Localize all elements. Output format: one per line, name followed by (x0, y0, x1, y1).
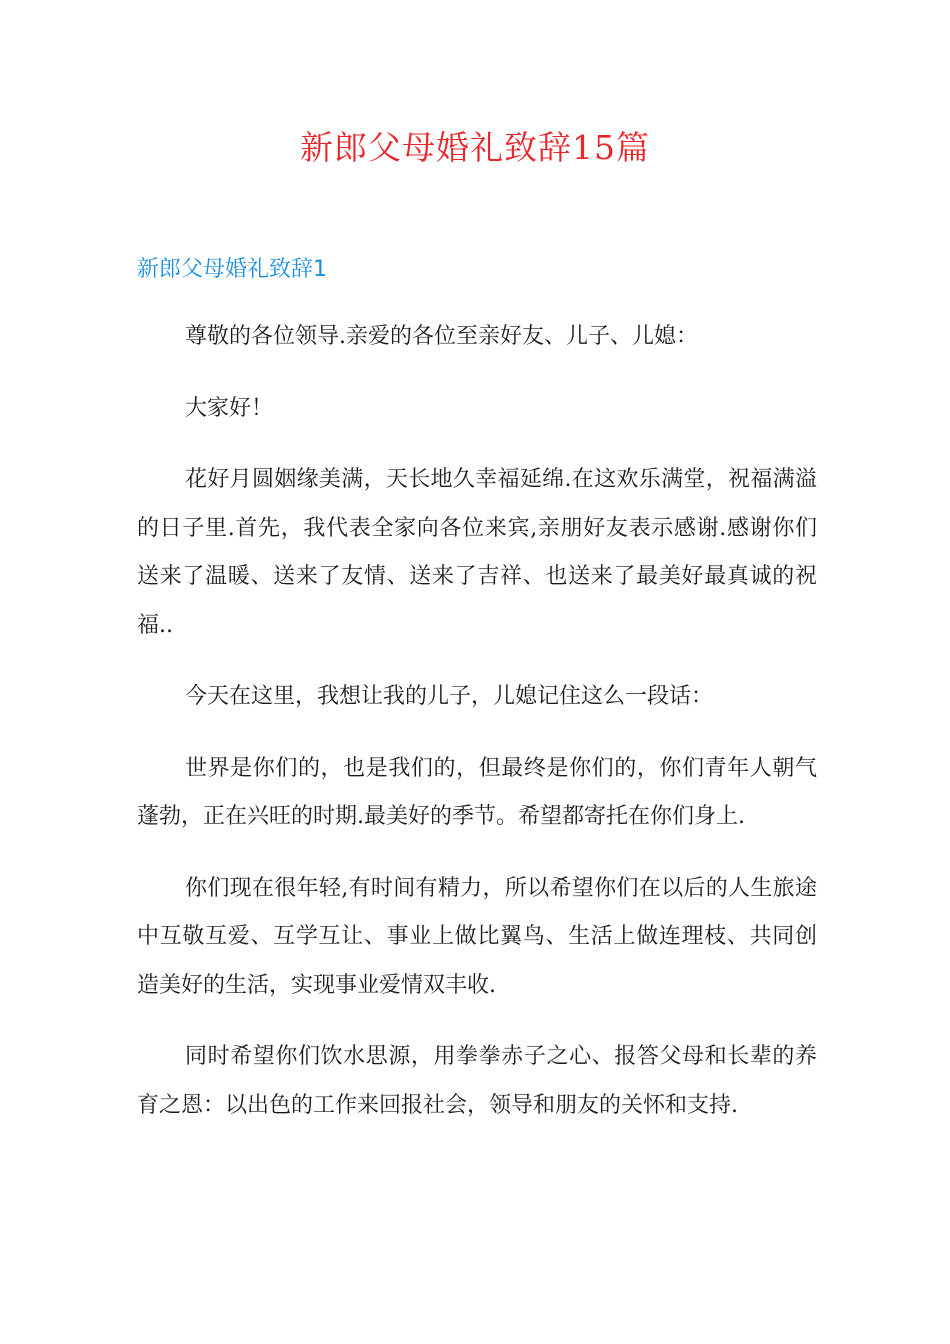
paragraph-thanks: 花好月圆姻缘美满，天长地久幸福延绵.在这欢乐满堂，祝福满溢的日子里.首先，我代表全家向各位来宾,亲朋好友表示感谢.感谢你们送来了温暖、送来了友情、送来了吉祥、也送来了最美好最真诚的祝福.. (137, 467, 817, 638)
paragraph-intro: 今天在这里，我想让我的儿子，儿媳记住这么一段话： (185, 684, 714, 709)
paragraph-gratitude: 同时希望你们饮水思源，用拳拳赤子之心、报答父母和长辈的养育之恩：以出色的工作来回报社会，领导和朋友的关怀和支持. (137, 1044, 817, 1118)
paragraph-salutation: 尊敬的各位领导.亲爱的各位至亲好友、儿子、儿媳： (185, 324, 698, 349)
section-heading: 新郎父母婚礼致辞1 (137, 257, 327, 282)
paragraph-greeting: 大家好！ (185, 395, 274, 421)
paragraph-world: 世界是你们的，也是我们的，但最终是你们的，你们青年人朝气蓬勃，正在兴旺的时期.最美好的季节。希望都寄托在你们身上. (137, 755, 817, 829)
document-title: 新郎父母婚礼致辞15篇 (300, 128, 650, 167)
paragraph-young: 你们现在很年轻,有时间有精力，所以希望你们在以后的人生旅途中互敬互爱、互学互让、事业上做比翼鸟、生活上做连理枝、共同创造美好的生活，实现事业爱情双丰收. (137, 875, 817, 998)
document-body (137, 313, 817, 1153)
